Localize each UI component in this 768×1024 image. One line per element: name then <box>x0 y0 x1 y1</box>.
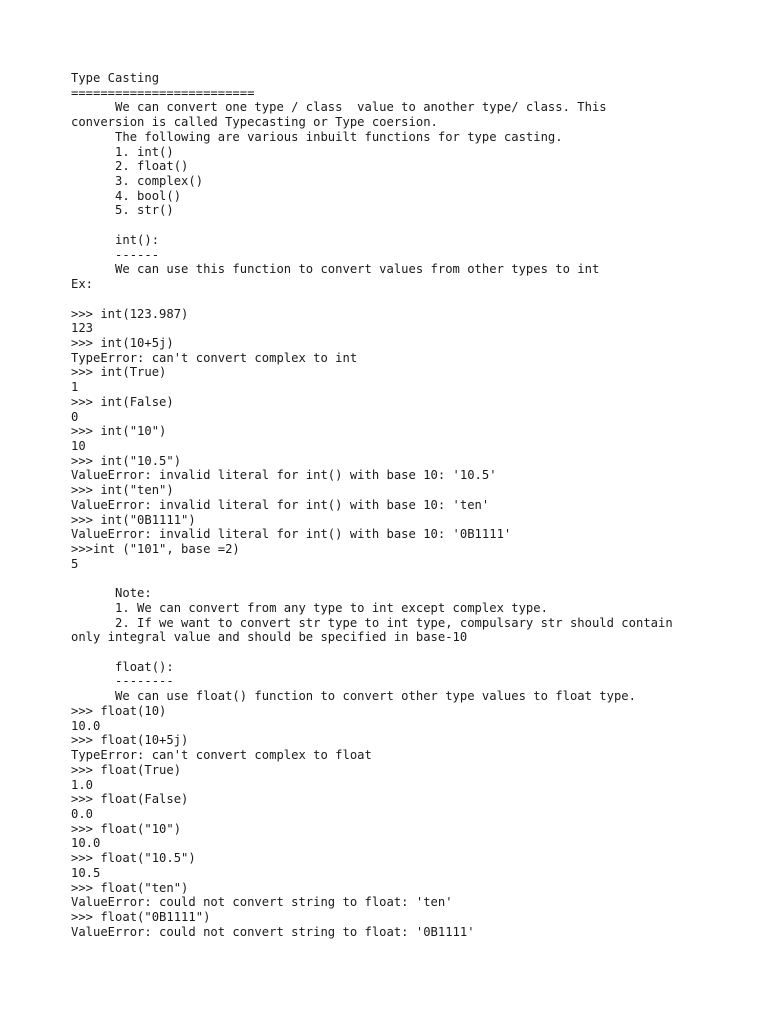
list-item: 2. float() <box>71 159 189 174</box>
code-line: >>> int("ten") <box>71 483 174 498</box>
code-line: >>> int(False) <box>71 394 174 409</box>
code-line: >>> float("10.5") <box>71 851 196 866</box>
text-line: conversion is called Typecasting or Type coersion. <box>71 115 438 130</box>
code-output: TypeError: can't convert complex to int <box>71 350 358 365</box>
code-output: ValueError: invalid literal for int() with base 10: '0B1111' <box>71 527 512 542</box>
note-item: 1. We can convert from any type to int except complex type. <box>71 600 548 615</box>
text-line: The following are various inbuilt functions for type casting. <box>71 129 563 144</box>
code-output: 10.0 <box>71 718 101 733</box>
code-output: 1 <box>71 380 79 395</box>
code-line: >>> float("10") <box>71 821 182 836</box>
list-item: 3. complex() <box>71 174 204 189</box>
section-underline: -------- <box>71 674 174 689</box>
blank-line <box>71 218 721 233</box>
text-line: Ex: <box>71 277 94 292</box>
list-item: 4. bool() <box>71 188 182 203</box>
code-line: >>> float("ten") <box>71 880 189 895</box>
note-heading: Note: <box>71 586 152 601</box>
code-line: >>>int ("101", base =2) <box>71 542 240 556</box>
code-line: >>> float(False) <box>71 792 189 807</box>
code-output: 0.0 <box>71 806 94 821</box>
list-item: 1. int() <box>71 144 174 159</box>
blank-line <box>71 292 721 307</box>
code-line: >>> int("10.5") <box>71 453 182 468</box>
code-output: 10 <box>71 438 86 453</box>
code-line: >>> float(True) <box>71 762 182 777</box>
code-output: 123 <box>71 321 94 336</box>
section-underline: ------ <box>71 247 160 262</box>
code-output: ValueError: invalid literal for int() with base 10: 'ten' <box>71 497 490 512</box>
code-line: >>> float(10) <box>71 703 167 718</box>
document-body <box>71 71 721 939</box>
code-line: >>> float("0B1111") <box>71 909 211 924</box>
code-output: 1.0 <box>71 777 94 792</box>
note-item: only integral value and should be specified in base-10 <box>71 630 468 645</box>
code-output: TypeError: can't convert complex to float <box>71 748 372 763</box>
note-item: 2. If we want to convert str type to int type, compulsary str should contain <box>71 615 673 630</box>
text-line: We can convert one type / class value to another type/ class. This <box>71 100 607 115</box>
list-item: 5. str() <box>71 203 174 218</box>
blank-line <box>71 571 721 586</box>
code-line: >>> int(10+5j) <box>71 335 174 350</box>
doc-title: Type Casting <box>71 71 160 85</box>
code-output: ValueError: could not convert string to float: '0B1111' <box>71 924 475 939</box>
text-line: We can use this function to convert values from other types to int <box>71 262 600 277</box>
section-heading-float: float(): <box>71 659 174 674</box>
code-line: >>> int("10") <box>71 424 167 439</box>
section-heading-int: int(): <box>71 232 160 247</box>
code-output: 0 <box>71 409 79 424</box>
code-line: >>> int("0B1111") <box>71 512 196 527</box>
code-output: 10.5 <box>71 865 101 880</box>
code-output: ValueError: could not convert string to float: 'ten' <box>71 895 453 910</box>
code-output: 10.0 <box>71 836 101 851</box>
title-underline: ========================= <box>71 85 255 100</box>
text-line: We can use float() function to convert other type values to float type. <box>71 689 636 704</box>
blank-line <box>71 645 721 660</box>
code-line: >>> float(10+5j) <box>71 733 189 748</box>
code-output: 5 <box>71 556 79 571</box>
code-output: ValueError: invalid literal for int() with base 10: '10.5' <box>71 468 497 483</box>
code-line: >>> int(123.987) <box>71 306 189 321</box>
code-line: >>> int(True) <box>71 365 167 380</box>
